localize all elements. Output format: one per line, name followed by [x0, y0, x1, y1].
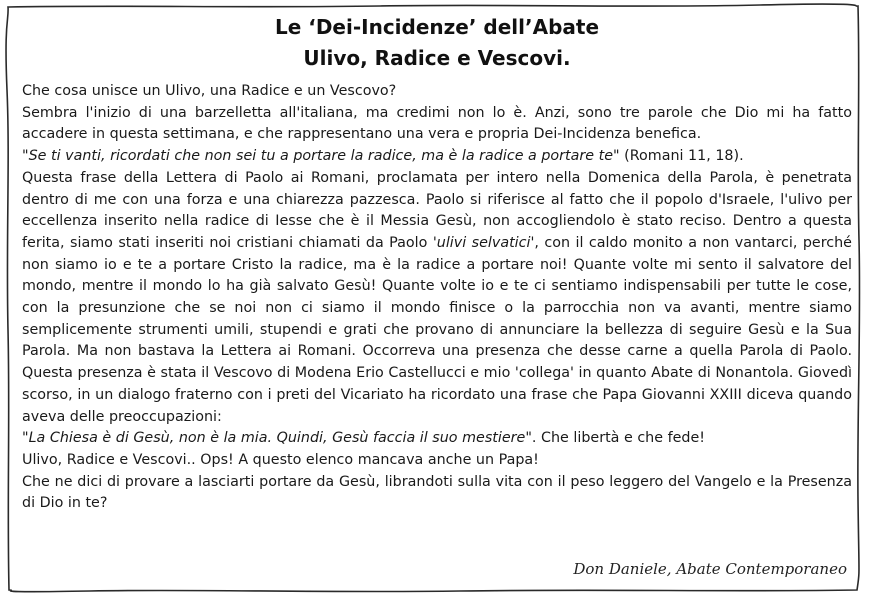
romans-reference: (Romani 11, 18). [619, 148, 744, 165]
romans-quote: "Se ti vanti, ricordati che non sei tu a portare la radice, ma è la radice a portare te" [22, 148, 620, 165]
title-line-1: Le ‘Dei-Incidenze’ dell’Abate [274, 15, 600, 39]
paragraph-list: Ulivo, Radice e Vescovi.. Ops! A questo elenco mancava anche un Papa! [22, 451, 539, 468]
paragraph-closing: Che ne dici di provare a lasciarti portare da Gesù, librandoti sulla vita con il peso leggero del Vangelo e la Presenza di Dio in te? [22, 473, 852, 512]
church-quote: "La Chiesa è di Gesù, non è la mia. Quindi, Gesù faccia il suo mestiere [22, 430, 526, 447]
title-line-2: Ulivo, Radice e Vescovi. [303, 46, 571, 70]
paragraph-quote-church [22, 428, 852, 450]
paragraph-intro: Sembra l'inizio di una barzelletta all'italiana, ma credimi non lo è. Anzi, sono tre parole che Dio mi ha fatto accadere in questa settimana, e che rappresentano una vera e propria Dei-Incidenza benefica. [22, 104, 852, 143]
main-text-a: Questa frase della Lettera di Paolo ai Romani, proclamata per intero nella Domenica della Parola, è penetrata dentro di me con una forza e una chiarezza pazzesca. Paolo si riferisce al fatto che il popolo d'Israele, l'ulivo per eccellenza inserito nella radice di Iesse che è il Messia Gesù, non accogliendolo è stato reciso. Dentro a questa ferita, siamo stati inseriti noi cristiani chiamati da Paolo [22, 169, 852, 251]
document-title [22, 12, 852, 74]
document-content [22, 12, 852, 515]
paragraph-question: Che cosa unisce un Ulivo, una Radice e un Vescovo? [22, 83, 397, 99]
document-body [22, 81, 852, 515]
main-text-b: , con il caldo monito a non vantarci, perché non siamo io e te a portare Cristo la radice, ma è la radice a portare noi! Quante volte mi sento il salvatore del mondo, mentre il mondo lo ha già salvato Gesù! Quante volte io e te ci sentiamo indispensabili per tutte le cose, con la presunzione che se noi non ci siamo il mondo finisce o la parrocchia non va avanti, mentre siamo semplicemente strumenti umili, stupendi e grati che provano di annunciare la bellezza di seguire Gesù e la Sua Parola. Ma non bastava la Lettera ai Romani. Occorreva una presenza che desse carne a quella Parola di Paolo. Questa presenza è stata il Vescovo di Modena Erio Castellucci e mio 'collega' in quanto Abate di Nonantola. Giovedì scorso, in un dialogo fraterno con i preti del Vicariato ha ricordato una frase che Papa Giovanni XXIII diceva quando aveva delle preoccupazioni: [22, 234, 852, 425]
paragraph-quote-romans [22, 146, 852, 168]
church-quote-rest: ". Che libertà e che fede! [525, 430, 706, 447]
signature: Don Daniele, Abate Contemporaneo [573, 560, 847, 578]
paragraph-main [22, 168, 852, 428]
main-text-emphasis: 'ulivi selvatici' [432, 234, 535, 251]
